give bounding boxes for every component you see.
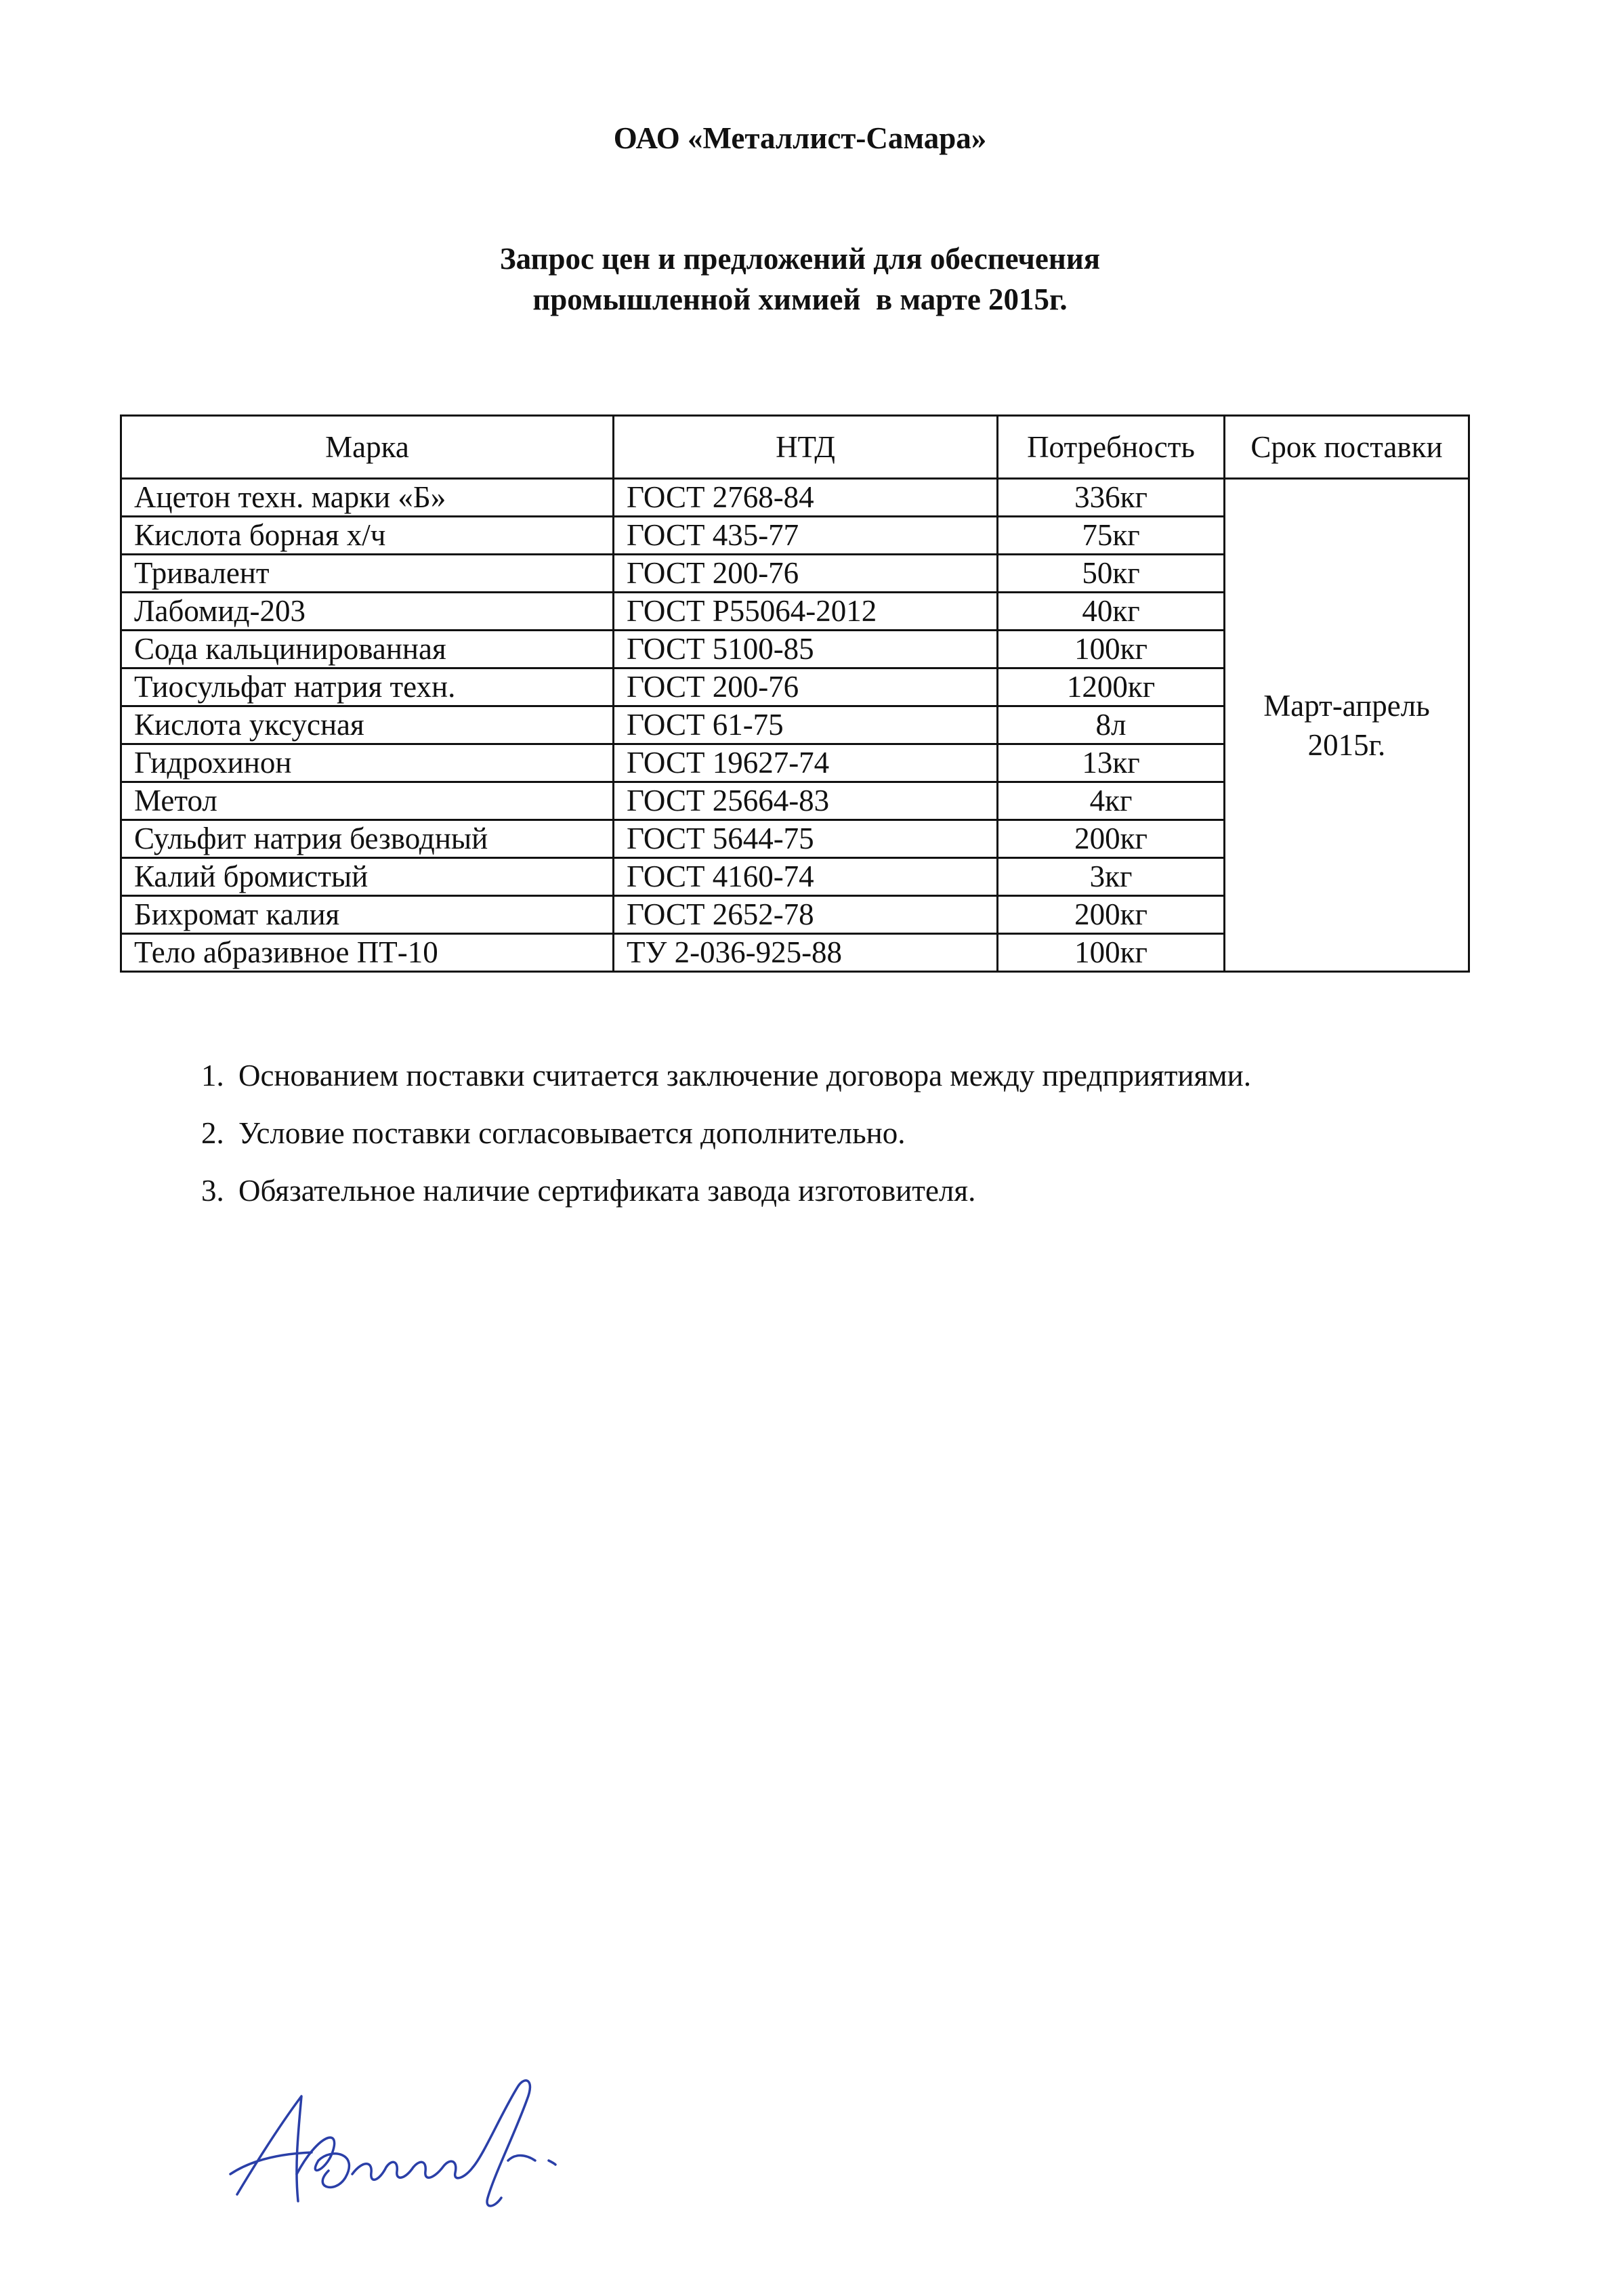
condition-item: 1. Основанием поставки считается заключение договора между предприятиями. xyxy=(232,1057,1251,1094)
heading-line-1: Запрос цен и предложений для обеспечения xyxy=(499,242,1101,276)
cell-mark: Бихромат калия xyxy=(121,896,614,934)
cell-mark: Ацетон техн. марки «Б» xyxy=(121,479,614,517)
condition-item: 2. Условие поставки согласовывается дополнительно. xyxy=(232,1114,1251,1152)
cell-delivery-term xyxy=(1225,479,1469,972)
cell-ntd: ГОСТ 61-75 xyxy=(614,706,998,744)
cell-need: 13кг xyxy=(998,744,1225,782)
cell-mark: Тиосульфат натрия техн. xyxy=(121,668,614,706)
column-header-need: Потребность xyxy=(998,416,1225,479)
column-header-term: Срок поставки xyxy=(1225,416,1469,479)
cell-ntd: ГОСТ 200-76 xyxy=(614,668,998,706)
cell-mark: Кислота борная х/ч xyxy=(121,517,614,555)
cell-mark: Сульфит натрия безводный xyxy=(121,820,614,858)
cell-mark: Калий бромистый xyxy=(121,858,614,896)
table-row xyxy=(121,479,1469,517)
supply-table xyxy=(120,414,1470,973)
cell-need: 4кг xyxy=(998,782,1225,820)
cell-ntd: ГОСТ 19627-74 xyxy=(614,744,998,782)
cell-mark: Тело абразивное ПТ-10 xyxy=(121,934,614,972)
cell-need: 200кг xyxy=(998,820,1225,858)
cell-ntd: ГОСТ 2768-84 xyxy=(614,479,998,517)
cell-mark: Лабомид-203 xyxy=(121,593,614,631)
cell-need: 3кг xyxy=(998,858,1225,896)
cell-need: 40кг xyxy=(998,593,1225,631)
cell-ntd: ГОСТ 435-77 xyxy=(614,517,998,555)
cell-mark: Метол xyxy=(121,782,614,820)
cell-ntd: ГОСТ 5644-75 xyxy=(614,820,998,858)
delivery-term-line-1: Март-апрель xyxy=(1263,688,1430,723)
handwritten-signature xyxy=(217,2059,596,2221)
cell-need: 8л xyxy=(998,706,1225,744)
cell-mark: Гидрохинон xyxy=(121,744,614,782)
table-header-row xyxy=(121,416,1469,479)
column-header-ntd: НТД xyxy=(614,416,998,479)
condition-item: 3. Обязательное наличие сертификата завода изготовителя. xyxy=(232,1172,1251,1210)
conditions-list xyxy=(177,1057,1251,1229)
cell-ntd: ГОСТ 2652-78 xyxy=(614,896,998,934)
cell-mark: Тривалент xyxy=(121,555,614,593)
cell-need: 100кг xyxy=(998,934,1225,972)
cell-need: 1200кг xyxy=(998,668,1225,706)
cell-mark: Кислота уксусная xyxy=(121,706,614,744)
delivery-term-line-2: 2015г. xyxy=(1307,727,1386,762)
cell-ntd: ГОСТ 200-76 xyxy=(614,555,998,593)
cell-need: 100кг xyxy=(998,631,1225,668)
document-heading xyxy=(0,238,1600,320)
heading-line-2: промышленной химией в марте 2015г. xyxy=(532,282,1068,316)
cell-need: 75кг xyxy=(998,517,1225,555)
cell-need: 50кг xyxy=(998,555,1225,593)
cell-need: 200кг xyxy=(998,896,1225,934)
cell-ntd: ГОСТ 4160-74 xyxy=(614,858,998,896)
column-header-mark: Марка xyxy=(121,416,614,479)
cell-ntd: ТУ 2-036-925-88 xyxy=(614,934,998,972)
cell-ntd: ГОСТ 25664-83 xyxy=(614,782,998,820)
cell-mark: Сода кальцинированная xyxy=(121,631,614,668)
cell-ntd: ГОСТ 5100-85 xyxy=(614,631,998,668)
cell-ntd: ГОСТ Р55064-2012 xyxy=(614,593,998,631)
organization-title: ОАО «Металлист-Самара» xyxy=(613,121,987,155)
cell-need: 336кг xyxy=(998,479,1225,517)
